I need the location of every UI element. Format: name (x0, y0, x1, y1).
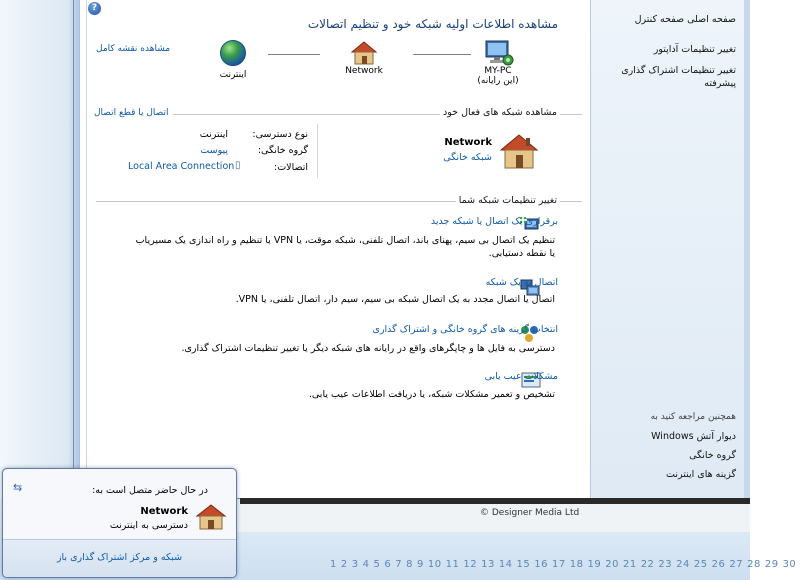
page-number-link[interactable]: 18 (569, 559, 584, 570)
nav-change-adapter-settings[interactable]: تغییر تنظیمات آداپتور (653, 44, 736, 55)
active-networks-header: مشاهده شبکه های فعال خود (440, 107, 560, 118)
page-number-link[interactable]: 1 (330, 559, 337, 570)
page-number-link[interactable]: 2 (340, 559, 348, 570)
access-type-label: نوع دسترسی: (252, 129, 308, 140)
page-number-link[interactable]: 13 (481, 559, 495, 570)
house-icon (350, 40, 378, 66)
page-number-link[interactable]: 9 (417, 559, 424, 570)
copyright-text: © Designer Media Ltd (480, 508, 580, 518)
connections-label: اتصالات: (274, 162, 308, 173)
properties-divider (317, 124, 318, 178)
popup-house-icon (195, 503, 227, 531)
map-internet[interactable] (208, 40, 258, 80)
help-icon[interactable]: ? (88, 2, 101, 15)
page-number-link[interactable]: 22 (640, 559, 655, 570)
task-connect-network-desc: اتصال یا اتصال مجدد به یک اتصال شبکه بی سیم، سیم دار، اتصال تلفنی، یا VPN. (235, 294, 555, 305)
homegroup-label: گروه خانگی: (257, 145, 308, 156)
popup-footer (3, 539, 236, 577)
page-number-link[interactable]: 12 (463, 559, 478, 570)
page-number-link[interactable]: 21 (622, 559, 637, 570)
local-area-connection-link[interactable]: Local Area Connection (128, 161, 235, 172)
see-also-windows-firewall[interactable]: دیوار آتش Windows (651, 431, 736, 442)
task-troubleshoot-desc: تشخیص و تعمیر مشکلات شبکه، یا دریافت اطلاعات عیب یابی. (308, 389, 555, 400)
page-number-link[interactable]: 15 (516, 559, 531, 570)
page-number-link[interactable]: 19 (587, 559, 602, 570)
popup-connected-label: در حال حاضر متصل است به: (92, 485, 208, 496)
access-type-value: اینترنت (199, 129, 228, 140)
page-number-link[interactable]: 17 (552, 559, 566, 570)
computer-subtitle: (این رایانه) (477, 76, 519, 86)
task-homegroup-sharing-desc: دسترسی به فایل ها و چاپگرهای واقع در رایانه های شبکه دیگر یا تغییر تنظیمات اشتراک گذاری. (181, 343, 555, 354)
page-number-link[interactable]: 25 (693, 559, 708, 570)
task-new-connection-link[interactable]: برقراری یک اتصال یا شبکه جدید (430, 216, 558, 227)
page-number-link[interactable]: 30 (782, 559, 797, 570)
globe-icon (220, 40, 246, 66)
network-flyout (2, 468, 237, 578)
page-number-link[interactable]: 8 (406, 559, 413, 570)
see-also-internet-options[interactable]: گزینه های اینترنت (666, 469, 736, 480)
task-homegroup-sharing-link[interactable]: انتخاب گزینه های گروه خانگی و اشتراک گذاری (372, 324, 558, 335)
page-title: مشاهده اطلاعات اولیه شبکه خود و تنظیم اتصالات (307, 17, 558, 31)
page-number-link[interactable]: 16 (534, 559, 549, 570)
view-full-map-link[interactable]: مشاهده نقشه کامل (96, 44, 171, 54)
internet-label: اینترنت (219, 70, 247, 80)
page-number-link[interactable]: 5 (373, 559, 381, 570)
page-number-link[interactable]: 11 (445, 559, 460, 570)
refresh-icon[interactable]: ⇆ (13, 481, 23, 494)
computer-icon (483, 40, 513, 66)
nav-control-panel-home[interactable]: صفحه اصلی صفحه کنترل (634, 14, 736, 25)
nav-change-advanced-sharing[interactable]: تغییر تنظیمات اشتراک گذاری پیشرفته (621, 65, 736, 89)
background-bar (240, 498, 750, 504)
page-number-link[interactable]: 27 (729, 559, 744, 570)
map-computer[interactable] (468, 40, 528, 86)
network-name: Network (345, 66, 383, 76)
active-network-type-link[interactable]: شبکه خانگی (443, 152, 492, 163)
page-number-link[interactable]: 20 (605, 559, 619, 570)
task-connect-network-link[interactable]: اتصال به یک شبکه (485, 277, 558, 288)
popup-network-status: دسترسی به اینترنت (109, 520, 188, 531)
page-number-link[interactable]: 26 (711, 559, 726, 570)
page-number-link[interactable]: 7 (395, 559, 403, 570)
active-network-name: Network (444, 137, 492, 148)
network-house-icon[interactable] (498, 132, 540, 170)
page-number-link[interactable]: 24 (676, 559, 690, 570)
page-number-link[interactable]: 23 (658, 559, 673, 570)
see-also-homegroup[interactable]: گروه خانگی (689, 450, 736, 461)
map-line-2 (268, 54, 320, 55)
see-also-heading: همچنین مراجعه کنید به (650, 412, 736, 422)
task-troubleshoot-link[interactable]: مشکلات عیب یابی (484, 371, 558, 382)
open-network-sharing-center-link[interactable]: شبکه و مرکز اشتراک گذاری باز (56, 552, 183, 563)
homegroup-link[interactable]: پیوست (200, 145, 228, 156)
page-number-link[interactable]: 3 (351, 559, 359, 570)
window-frame-left (0, 0, 80, 498)
network-adapter-icon: ▯ (235, 160, 241, 171)
page-number-link[interactable]: 28 (747, 559, 761, 570)
task-new-connection-desc: تنظیم یک اتصال بی سیم، پهنای باند، اتصال تلفنی، شبکه موقت، یا VPN یا تنظیم و راه اندازی یک مسیریاب یا نقطه دستیابی. (135, 235, 555, 259)
popup-network-name: Network (140, 506, 188, 517)
change-settings-header: تغییر تنظیمات شبکه شما (456, 195, 560, 206)
connect-disconnect-link[interactable]: اتصال یا قطع اتصال (94, 108, 173, 118)
page-number-link[interactable]: 14 (498, 559, 513, 570)
map-network[interactable] (338, 40, 390, 76)
page-number-link[interactable]: 10 (427, 559, 442, 570)
page-numbers (330, 559, 800, 570)
page-number-link[interactable]: 6 (384, 559, 392, 570)
map-line-1 (413, 54, 471, 55)
computer-name: MY-PC (484, 66, 512, 76)
page-number-link[interactable]: 4 (362, 559, 370, 570)
page-number-link[interactable]: 29 (764, 559, 779, 570)
